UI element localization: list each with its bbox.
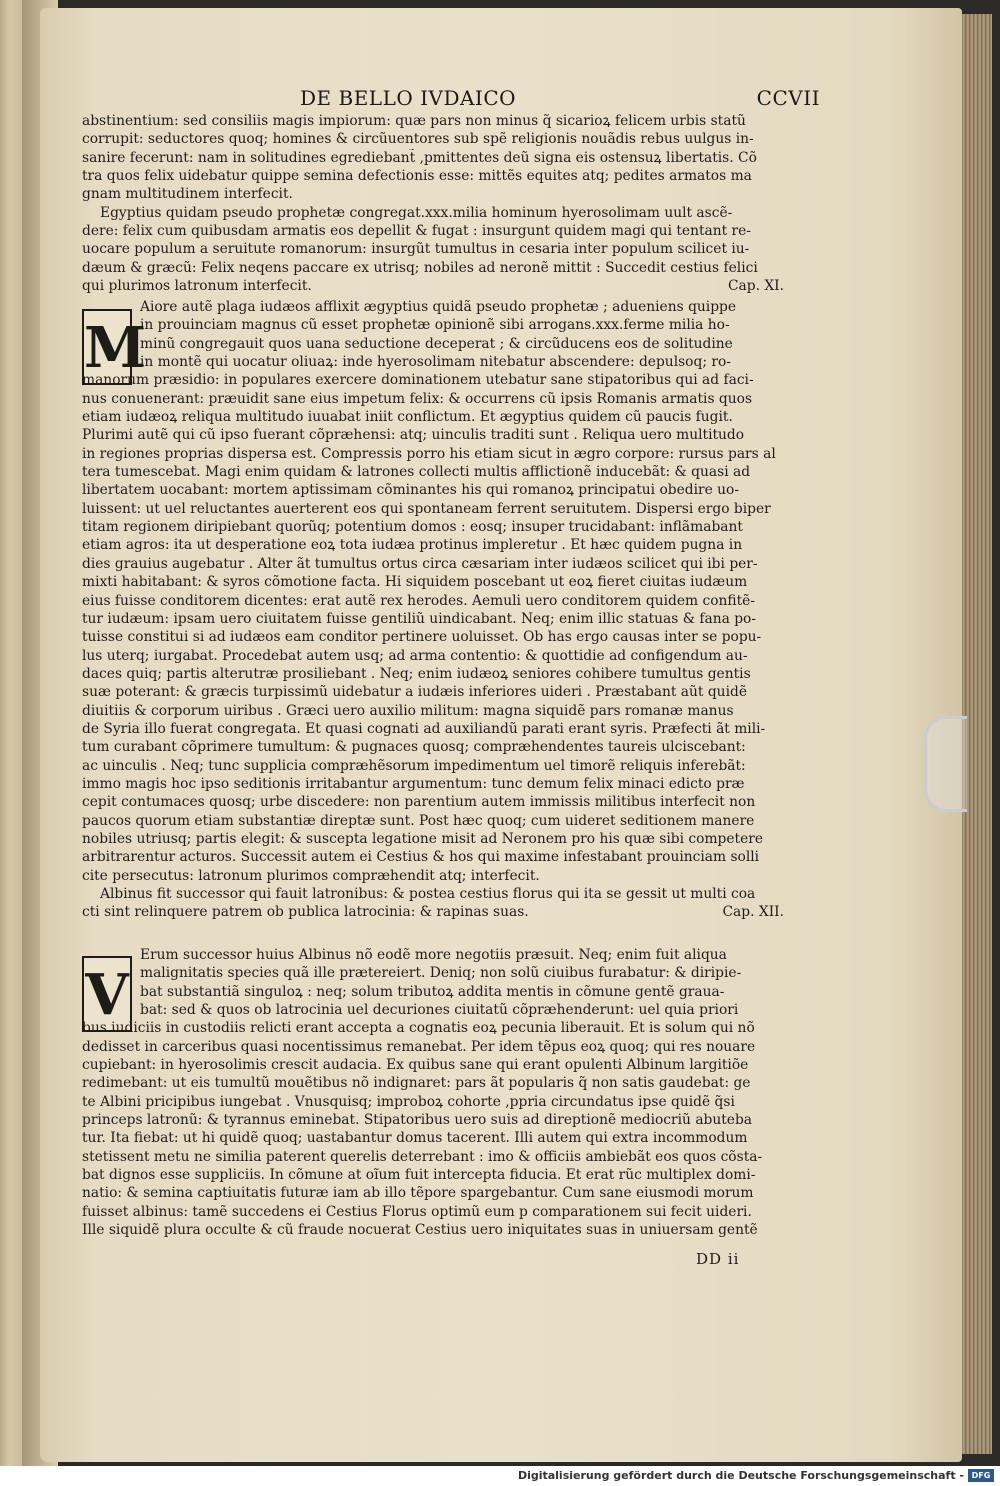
text-line: paucos quorum etiam substantiæ direptæ sunt. Post hæc quoq; cum uideret seditionem manere xyxy=(82,812,755,829)
dfg-logo: DFG xyxy=(968,1469,994,1482)
chapter-12-line xyxy=(82,903,784,921)
text-line: luissent: ut uel reluctantes auerterent eos qui spontaneam ferrent seruitutem. Dispersi ergo biper xyxy=(82,500,771,517)
text-line: arbitrarentur acturos. Successit autem ei Cestius & hos qui maxime infestabant prouinciam solli xyxy=(82,849,760,866)
text-line: cupiebant: in hyerosolimis crescit audacia. Ex quibus sane qui erant opulenti Albinum largitiõe xyxy=(82,1057,749,1074)
text-line: tuisse constitui si ad iudæos eam conditor pertinere uoluisset. Ob has ergo causas inter se popu- xyxy=(82,629,762,646)
text-line: etiam iudæoꝝ reliqua multitudo iuuabat iniit conflictum. Et ægyptius quidem cũ paucis fugit. xyxy=(82,409,733,426)
text-line: natio: & semina captiuitatis futuræ iam ab illo tẽpore spargebantur. Cum sane eiusmodi morum xyxy=(82,1185,754,1202)
text-line: tum curabant cõprimere tumultum: & pugnaces quosq; compræhendentes taureis ulciscebant: xyxy=(82,739,746,756)
chapter-11-lead: qui plurimos latronum interfecit. xyxy=(82,278,312,295)
dropcap-initial-m: M xyxy=(82,309,132,385)
text-block-2 xyxy=(82,298,784,922)
dropcap-initial-v: V xyxy=(82,956,132,1032)
text-line: etiam agros: ita ut desperatione eoꝝ tota iudæa protinus impleretur . Et hæc quidem pugna in xyxy=(82,537,743,554)
footer-bar xyxy=(0,1466,1000,1486)
signature-mark: DD ii xyxy=(696,1250,740,1268)
text-line: tera tumescebat. Magi enim quidam & latrones collecti multis afflictionẽ inducebãt: & quasi ad xyxy=(82,464,751,481)
text-line: titam regionem diripiebant quorũq; potentium domos : eosq; insuper trucidabant: inflãmabant xyxy=(82,519,743,536)
chapter-11-label: Cap. XI. xyxy=(727,278,784,295)
summary-line: Egyptius quidam pseudo prophetæ congregat.xxx.milia hominum hyerosolimam uult ascẽ- xyxy=(100,204,733,221)
text-line: in prouinciam magnus cũ esset prophetæ opinionẽ sibi arrogans.xxx.ferme milia ho- xyxy=(140,317,730,334)
facing-page-edge xyxy=(0,0,22,1466)
text-block-1 xyxy=(82,112,784,295)
text-line: bat substantiã singuloꝝ : neq; solum tributoꝝ addita mentis in cõmune gentẽ graua- xyxy=(140,983,725,1000)
text-line: dies grauius augebatur . Alter ãt tumultus ortus circa cæsariam inter iudæos scilicet qui ibi per- xyxy=(82,555,758,572)
text-line: mixti habitabant: & syros cõmotione facta. Hi siquidem poscebant ut eoꝝ fieret ciuitas iudæum xyxy=(82,574,748,591)
text-line: redimebant: ut eis tumultũ mouẽtibus nõ indignaret: pars ãt popularis q̃ non satis gaudebat: ge xyxy=(82,1075,751,1092)
text-line: cepit contumaces quosq; urbe discedere: non parentium autem immissis militibus interfecit non xyxy=(82,794,756,811)
text-line: bat dignos esse suppliciis. In cõmune at oĩum fuit intercepta fiducia. Et erat rũc multiplex domi- xyxy=(82,1167,756,1184)
running-head xyxy=(300,86,820,112)
text-line: fuisset albinus: tamẽ succedens ei Cestius Florus optimũ eum p comparationem sui fecit uideri. xyxy=(82,1203,752,1220)
text-line: eius fuisse conditorem dicentes: erat autẽ rex herodes. Aemuli uero conditorem quidem confitẽ- xyxy=(82,592,755,609)
page-clip-icon xyxy=(924,716,967,812)
text-line: malignitatis species quã ille prætereiert. Deniq; non solũ ciuibus furabatur: & diripie- xyxy=(140,965,742,982)
text-line: te Albini pricipibus iungebat . Vnusquisq; improboꝝ cohorte ,ppria circundatus ipse quidẽ q̃si xyxy=(82,1093,735,1110)
text-line: Aiore autẽ plaga iudæos afflixit ægyptius quidã pseudo prophetæ ; adueniens quippe xyxy=(140,299,737,315)
footer-credit: Digitalisierung gefördert durch die Deutsche Forschungsgemeinschaft - xyxy=(517,1469,964,1482)
text-line: tra quos felix uidebatur quippe semina defectionis esse: mittẽs equites atq; pedites armatos ma xyxy=(82,168,752,185)
text-line: princeps latronũ: & tyrannus eminebat. Stipatoribus uero suis ad direptionẽ mediocriũ abuteba xyxy=(82,1112,753,1129)
text-line: Plurimi autẽ qui cũ ipso fuerant cõpræhensi: atq; uinculis traditi sunt . Reliqua uero multitudo xyxy=(82,427,745,444)
text-line: corrupit: seductores quoq; homines & circũuentores sub spẽ religionis nouãdis rebus uulgus in- xyxy=(82,131,754,148)
text-line: libertatem uocabant: mortem aptissimam cõminantes his qui romanoꝝ principatui obedire uo- xyxy=(82,482,740,499)
text-line: gnam multitudinem interfecit. xyxy=(82,186,293,203)
summary-line: dere: felix cum quibusdam armatis eos depellit & fugat : insurgunt quidem magi qui tentant re- xyxy=(82,223,751,240)
text-line: immo magis hoc ipso seditionis irritabantur argumentum: tunc demum felix minaci edicto præ xyxy=(82,775,745,792)
text-line: diuitiis & corporum uiribus . Græci uero auxilio militum: magna siquidẽ pars romanæ manus xyxy=(82,702,734,719)
text-block-3 xyxy=(82,946,784,1240)
text-line: ac uinculis . Neq; tunc supplicia compræhẽsorum impedimentum uel timorẽ reliquis inferebãt: xyxy=(82,757,746,774)
text-line: cite persecutus: latronum plurimos compræhendit atq; interfecit. xyxy=(82,867,540,884)
text-line: dedisset in carceribus quasi nocentissimus remanebat. Per idem tẽpus eoꝝ quoq; qui res nouare xyxy=(82,1038,756,1055)
text-line: daces quiq; partis alterutræ prosiliebant . Neq; enim iudæoꝝ seniores cohibere tumultus gentis xyxy=(82,665,751,682)
chapter-12-label: Cap. XII. xyxy=(722,904,784,921)
text-line: lus uterq; iurgabat. Procedebat autem usq; ad arma contentio: & quottidie ad configendum au- xyxy=(82,647,748,664)
text-line: abstinentium: sed consiliis magis impiorum: quæ pars non minus q̃ sicarioꝝ felicem urbis statũ xyxy=(82,113,746,129)
text-line: suæ poterant: & græcis turpissimũ uidebatur a iudæis inferiores uideri . Præstabant aũt quidẽ xyxy=(82,684,747,701)
text-line: minũ congregauit quos uana seductione deceperat ; & circũducens eos de solitudine xyxy=(140,335,733,352)
folio-number: CCVII xyxy=(756,86,820,110)
text-line: tur. Ita fiebat: ut hi quidẽ quoq; uastabantur domus tacerent. Illi autem qui extra incommodum xyxy=(82,1130,748,1147)
running-head-title: DE BELLO IVDAICO xyxy=(300,86,517,110)
text-line: stetissent metu ne similia paterent querelis deterrebant : imo & officiis ambiebãt eos quos cõsta- xyxy=(82,1148,763,1165)
summary-line: dæum & græcũ: Felix neqens paccare ex utrisq; nobiles ad neronẽ mittit : Succedit cestius felici xyxy=(82,259,758,276)
summary-line: Albinus fit successor qui fauit latronibus: & postea cestius florus qui ita se gessit ut multi coa xyxy=(100,886,756,902)
text-line: manorum præsidio: in populares exercere dominationem utebatur sane stipatoribus qui ad faci- xyxy=(82,372,754,389)
chapter-12-lead: cti sint relinquere patrem ob publica latrocinia: & rapinas suas. xyxy=(82,904,529,921)
summary-line: uocare populum a seruitute romanorum: insurgũt tumultus in cesaria inter populum scilicet iu- xyxy=(82,241,750,258)
text-line: Ille siquidẽ plura occulte & cũ fraude nocuerat Cestius uero iniquitates suas in uniuersam gentẽ xyxy=(82,1222,758,1239)
text-line: tur iudæum: ipsam uero ciuitatem fuisse gentiliũ uindicabant. Neq; enim illic statuas & fana po- xyxy=(82,610,757,627)
text-line: nobiles utriusq; partis elegit: & suscepta legatione misit ad Neronem pro his quæ sibi competere xyxy=(82,830,763,847)
chapter-11-line xyxy=(82,277,784,295)
text-line: sanire fecerunt: nam in solitudines egrediebant̃ ,pmittentes deũ signa eis ostensuꝝ libertatis. Cõ xyxy=(82,149,757,166)
text-line: Erum successor huius Albinus nõ eodẽ more negotiis præsuit. Neq; enim fuit aliqua xyxy=(140,947,727,963)
text-line: in regiones proprias dispersa est. Compressis porro his etiam sicut in ægro corpore: rursus pars al xyxy=(82,445,776,462)
text-line: nus conuenerant: præuidit sane eius impetum felix: & occurrens cũ ipsis Romanis armatis quos xyxy=(82,390,753,407)
text-line: bat: sed & quos ob latrocinia uel decuriones ciuitatũ cõpræhenderunt: uel quia priori xyxy=(140,1002,739,1019)
text-line: de Syria illo fuerat congregata. Et quasi cognati ad auxiliandũ parati erant syris. Præfecti ãt mili- xyxy=(82,720,766,737)
text-line: in montẽ qui uocatur oliuaꝝ: inde hyerosolimam nitebatur abscendere: depulsoq; ro- xyxy=(140,354,731,371)
text-line: bus iudiciis in custodiis relicti erant accepta a cognatis eoꝝ pecunia liberauit. Et is solum qui nõ xyxy=(82,1020,755,1037)
